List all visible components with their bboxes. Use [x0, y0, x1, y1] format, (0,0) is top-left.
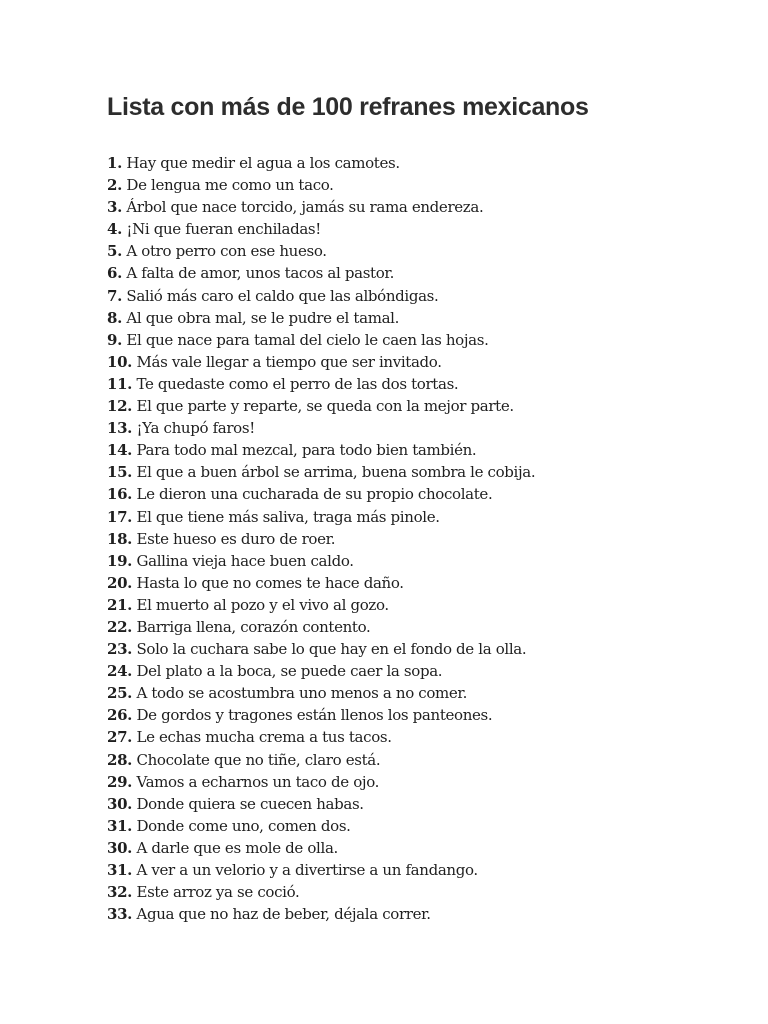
item-number: 30. — [107, 794, 133, 813]
item-number: 12. — [107, 397, 133, 416]
list-item — [107, 240, 747, 262]
item-number: 11. — [107, 374, 133, 393]
item-number: 15. — [107, 463, 133, 482]
item-text: Al que obra mal, se le pudre el tamal. — [126, 308, 400, 327]
list-item — [107, 572, 747, 594]
item-text: Agua que no haz de beber, déjala correr. — [136, 905, 431, 924]
item-number: 2. — [107, 176, 122, 195]
list-item — [107, 749, 747, 771]
item-number: 26. — [107, 706, 133, 725]
item-text: Chocolate que no tiñe, claro está. — [136, 750, 381, 769]
item-text: Este arroz ya se coció. — [136, 883, 300, 902]
item-text: A falta de amor, unos tacos al pastor. — [126, 264, 395, 283]
item-text: ¡Ya chupó faros! — [136, 419, 255, 438]
list-item — [107, 704, 747, 726]
list-item — [107, 439, 747, 461]
item-text: Le dieron una cucharada de su propio chocolate. — [136, 485, 493, 504]
item-number: 7. — [107, 286, 122, 305]
item-number: 31. — [107, 861, 133, 879]
item-number: 24. — [107, 662, 133, 681]
item-text: ¡Ni que fueran enchiladas! — [126, 220, 321, 239]
item-text: A darle que es mole de olla. — [136, 838, 338, 857]
list-item — [107, 638, 747, 660]
item-number: 25. — [107, 684, 133, 703]
item-number: 28. — [107, 750, 133, 769]
item-text: El que a buen árbol se arrima, buena sombra le cobija. — [136, 463, 536, 482]
item-text: Gallina vieja hace buen caldo. — [136, 551, 354, 570]
item-number: 13. — [107, 419, 133, 438]
list-item — [107, 395, 747, 417]
item-number: 29. — [107, 772, 133, 791]
list-item — [107, 660, 747, 682]
item-text: Barriga llena, corazón contento. — [136, 617, 371, 636]
list-item — [107, 815, 747, 837]
list-item — [107, 152, 747, 174]
item-text: De lengua me como un taco. — [126, 176, 334, 195]
item-number: 5. — [107, 242, 122, 261]
item-number: 4. — [107, 220, 122, 239]
list-item — [107, 285, 747, 307]
item-number: 27. — [107, 728, 133, 747]
item-number: 17. — [107, 507, 133, 526]
item-text: El que tiene más saliva, traga más pinole. — [136, 507, 440, 526]
list-item — [107, 373, 747, 395]
item-text: Para todo mal mezcal, para todo bien también. — [136, 441, 477, 460]
list-item — [107, 461, 747, 483]
item-number: 18. — [107, 529, 133, 548]
item-text: A todo se acostumbra uno menos a no comer. — [136, 684, 468, 703]
item-text: Salió más caro el caldo que las albóndigas. — [126, 286, 439, 305]
list-item — [107, 837, 747, 859]
list-item — [107, 726, 747, 748]
list-item — [107, 793, 747, 815]
page-title: Lista con más de 100 refranes mexicanos — [107, 93, 589, 121]
list-item — [107, 771, 747, 793]
item-number: 3. — [107, 198, 122, 217]
item-text: A otro perro con ese hueso. — [126, 242, 327, 261]
item-number: 30. — [107, 838, 133, 857]
list-item — [107, 196, 747, 218]
item-number: 23. — [107, 640, 133, 659]
item-text: Le echas mucha crema a tus tacos. — [136, 728, 392, 747]
item-text: Hasta lo que no comes te hace daño. — [136, 573, 404, 592]
item-text: Más vale llegar a tiempo que ser invitado. — [136, 352, 442, 371]
item-number: 32. — [107, 883, 133, 902]
list-item — [107, 483, 747, 505]
list-item — [107, 616, 747, 638]
item-text: Vamos a echarnos un taco de ojo. — [136, 772, 380, 791]
item-text: Este hueso es duro de roer. — [136, 529, 336, 548]
item-number: 6. — [107, 264, 122, 283]
list-item — [107, 881, 747, 903]
list-item — [107, 351, 747, 373]
item-text: El que parte y reparte, se queda con la mejor parte. — [136, 397, 514, 416]
item-number: 8. — [107, 308, 122, 327]
item-number: 10. — [107, 352, 133, 371]
document-page — [107, 88, 747, 925]
item-text: El que nace para tamal del cielo le caen las hojas. — [126, 330, 489, 349]
item-text: A ver a un velorio y a divertirse a un fandango. — [136, 861, 478, 879]
item-number: 19. — [107, 551, 133, 570]
list-item — [107, 903, 747, 925]
list-item — [107, 594, 747, 616]
list-item — [107, 218, 747, 240]
item-number: 33. — [107, 905, 133, 924]
item-number: 1. — [107, 154, 122, 172]
item-text: Árbol que nace torcido, jamás su rama endereza. — [126, 198, 484, 217]
item-number: 9. — [107, 330, 122, 349]
list-item — [107, 262, 747, 284]
item-text: De gordos y tragones están llenos los panteones. — [136, 706, 493, 725]
item-number: 14. — [107, 441, 133, 460]
item-number: 31. — [107, 816, 133, 835]
list-item — [107, 307, 747, 329]
list-item — [107, 329, 747, 351]
item-text: Donde quiera se cuecen habas. — [136, 794, 364, 813]
item-text: El muerto al pozo y el vivo al gozo. — [136, 595, 389, 614]
item-number: 20. — [107, 573, 133, 592]
item-number: 21. — [107, 595, 133, 614]
item-text: Solo la cuchara sabe lo que hay en el fondo de la olla. — [136, 640, 527, 659]
list-item — [107, 682, 747, 704]
item-text: Hay que medir el agua a los camotes. — [126, 154, 400, 172]
list-item — [107, 528, 747, 550]
proverbs-list — [107, 152, 747, 925]
list-item — [107, 550, 747, 572]
list-item — [107, 859, 747, 881]
item-text: Del plato a la boca, se puede caer la sopa. — [136, 662, 443, 681]
item-text: Donde come uno, comen dos. — [136, 816, 351, 835]
item-number: 16. — [107, 485, 133, 504]
list-item — [107, 506, 747, 528]
list-item — [107, 174, 747, 196]
list-item — [107, 417, 747, 439]
item-number: 22. — [107, 617, 133, 636]
item-text: Te quedaste como el perro de las dos tortas. — [136, 374, 459, 393]
